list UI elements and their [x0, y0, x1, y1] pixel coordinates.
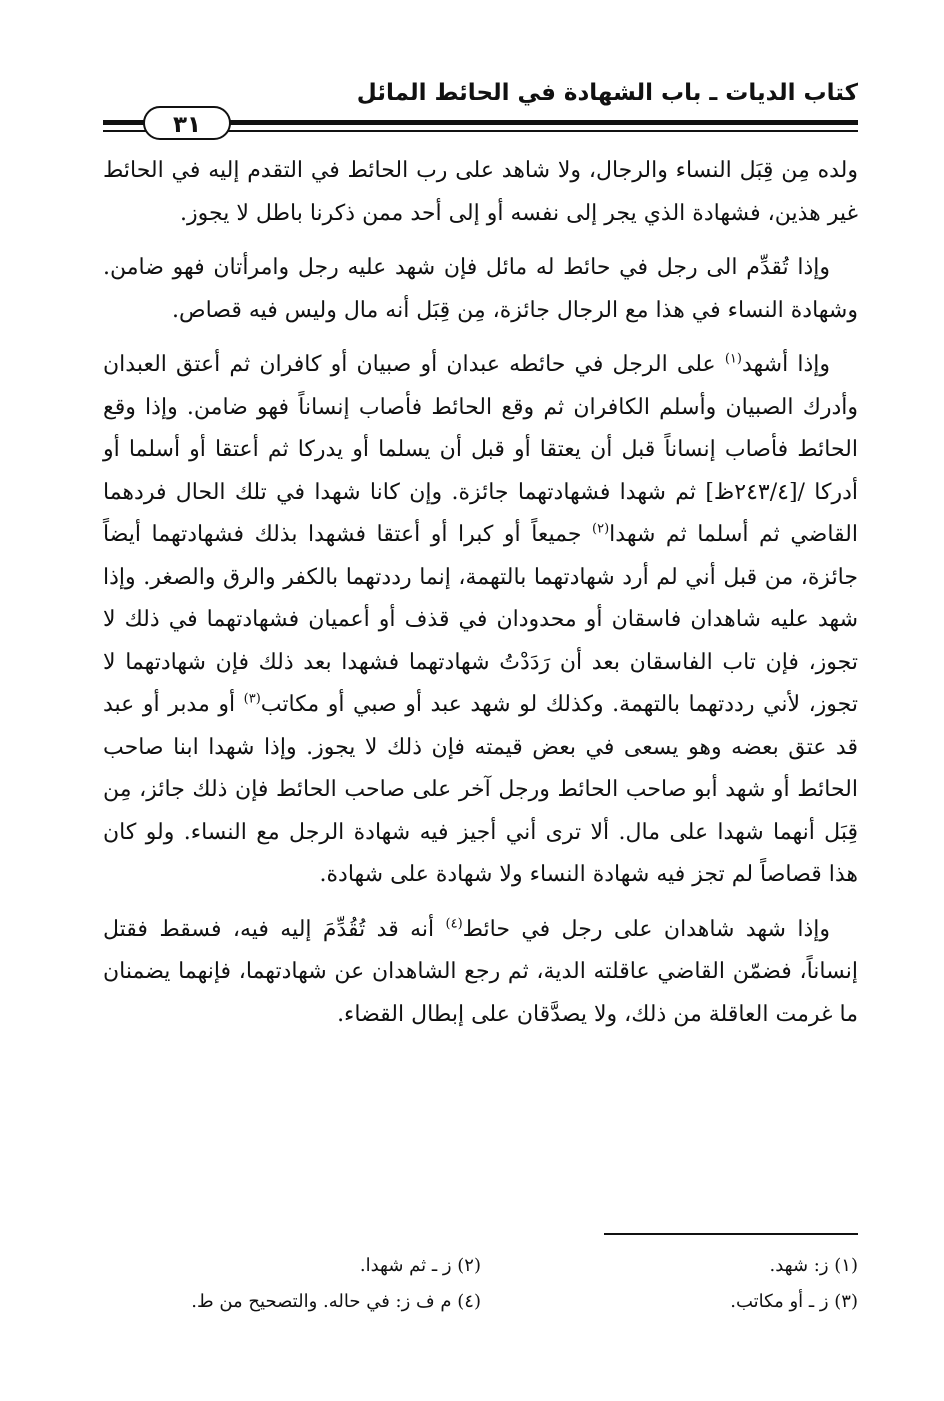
- footnotes: [103, 1248, 858, 1320]
- text-run: وإذا شهد شاهدان على رجل في حائط: [462, 916, 830, 942]
- text-run: جميعاً أو كبرا أو أعتقا فشهدا بذلك فشهادتهما أيضاً جائزة، من قبل أني لم أرد شهادتهما بالتهمة، إنما رددتهما بالكفر والرق والصغر. وإذا شهد عليه شاهدان فاسقان أو محدودان في قذف أو أعميان فشهادتهما في ذلك لا تجوز، فإن تاب الفاسقان بعد أن رَدَدْتُ شهادتهما فشهدا بعد ذلك فإن شهادتهما لا تجوز، لأني رددتهما بالتهمة. وكذلك لو شهد عبد أو صبي أو مكاتب: [103, 522, 858, 717]
- main-text: [103, 150, 858, 1048]
- text-run: أنه قد تُقُدِّمَ إليه فيه، فسقط فقتل إنساناً، فضمّن القاضي عاقلته الدية، ثم رجع الشاهدان عن شهادتهما، فإنهما يضمنان ما غرمت العاقلة من ذلك، ولا يصدَّقان على إبطال القضاء.: [103, 916, 858, 1027]
- footnote: (٢) ز ـ ثم شهدا.: [359, 1255, 481, 1276]
- footnote-separator: [604, 1233, 858, 1235]
- footnote-marker: (١): [724, 351, 742, 367]
- footnote-row: [103, 1284, 858, 1320]
- text-run: أو مدبر أو عبد قد عتق بعضه وهو يسعى في بعض قيمته فإن ذلك لا يجوز. وإذا شهدا ابنا صاحب الحائط أو شهد أبو صاحب الحائط ورجل آخر على صاحب الحائط فإن ذلك جائز، مِن قِبَل أنهما شهدا على مال. ألا ترى أني أجيز فيه شهادة الرجل مع النساء. ولو كان هذا قصاصاً لم تجز فيه شهادة النساء ولا شهادة على شهادة.: [103, 692, 858, 887]
- footnote-marker: (٤): [445, 916, 463, 932]
- footnote: (٣) ز ـ أو مكاتب.: [730, 1291, 858, 1312]
- footnote-marker: (٣): [243, 691, 261, 707]
- chapter-title: كتاب الديات ـ باب الشهادة في الحائط المائل: [356, 80, 858, 106]
- paragraph: ولده مِن قِبَل النساء والرجال، ولا شاهد على رب الحائط في التقدم إليه في الحائط غير هذين، فشهادة الذي يجر إلى نفسه أو إلى أحد ممن ذكرنا باطل لا يجوز.: [103, 158, 858, 226]
- footnote: (٤) م ف ز: في حاله. والتصحيح من ط.: [191, 1291, 481, 1312]
- page-number: ٣١: [143, 106, 231, 140]
- footnote-marker: (٢): [592, 521, 610, 537]
- page-header: [103, 78, 858, 138]
- paragraph: [103, 909, 858, 1037]
- text-run: وإذا أشهد: [741, 352, 830, 377]
- text-run: على الرجل في حائطه عبدان أو صبيان أو كافران ثم أعتق العبدان وأدرك الصبيان وأسلم الكافران ثم وقع الحائط فأصاب إنساناً فهو ضامن. وإذا وقع الحائط فأصاب إنساناً قبل أن يعتقا أو قبل أن يسلما أو يدركا ثم أعتقا أو أسلما أو أدركا /[٢٤٣/٤ظ] ثم شهدا فشهادتهما جائزة. وإن كانا شهدا في تلك الحال فردهما القاضي ثم أسلما ثم شهدا: [103, 352, 859, 547]
- footnote-row: [103, 1248, 858, 1284]
- paragraph: وإذا تُقدِّم الى رجل في حائط له مائل فإن شهد عليه رجل وامرأتان فهو ضامن. وشهادة النساء في هذا مع الرجال جائزة، مِن قِبَل أنه مال وليس فيه قصاص.: [103, 255, 858, 323]
- footnote: (١) ز: شهد.: [769, 1255, 858, 1276]
- paragraph: [103, 344, 858, 897]
